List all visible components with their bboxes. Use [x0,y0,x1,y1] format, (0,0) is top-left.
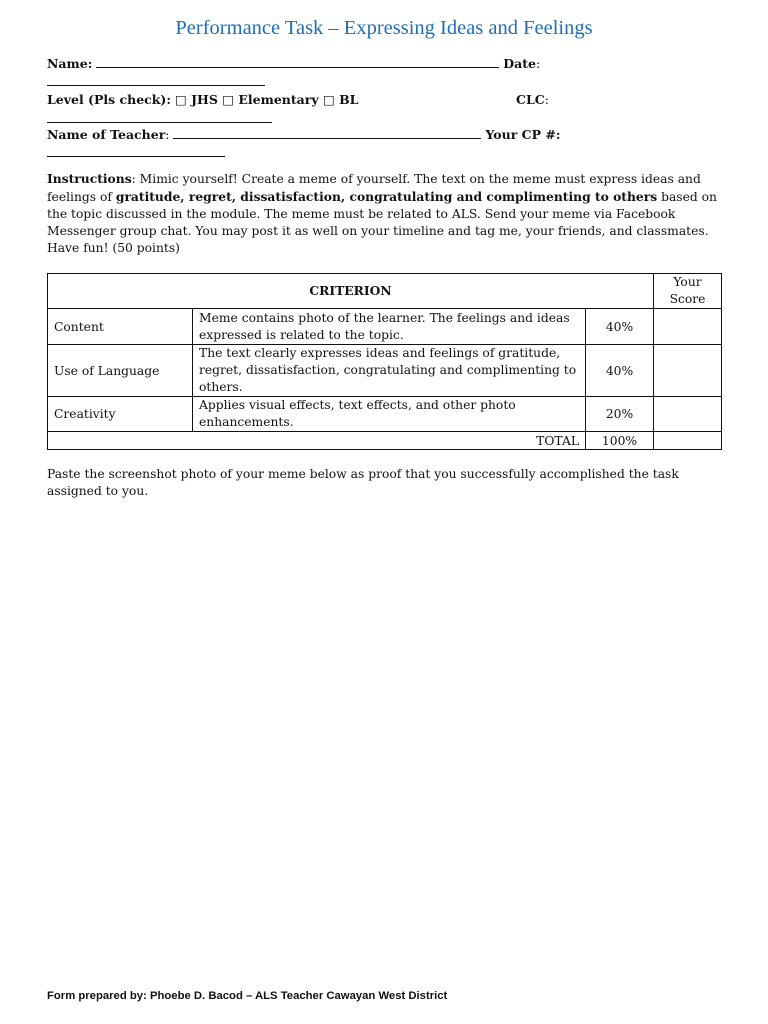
name-label: Name: [47,56,93,71]
date-blank[interactable] [47,85,265,86]
table-row [48,397,722,432]
paste-note: Paste the screenshot photo of your meme below as proof that you successfully accomplished the task assigned to you. [47,467,679,498]
criterion-description: Applies visual effects, text effects, and other photo enhancements. [193,397,586,432]
criterion-description: Meme contains photo of the learner. The feelings and ideas expressed is related to the topic. [193,309,586,345]
clc-row [516,92,549,108]
criterion-weight: 40% [586,345,654,397]
teacher-row [47,126,560,143]
level-options[interactable]: □ JHS □ Elementary □ BL [174,92,359,107]
criterion-weight: 20% [586,397,654,432]
instructions-intro: : Mimic yourself! Create a meme of yourself. The text on the meme must express ideas and feelings of [47,172,701,204]
criterion-name: Use of Language [48,345,193,397]
date-label: Date [503,56,536,71]
table-row [48,309,722,345]
total-weight: 100% [586,432,654,450]
score-cell[interactable] [654,345,722,397]
page-title: Performance Task – Expressing Ideas and Feelings [175,17,593,39]
instructions-rest: based on the topic discussed in the module. The meme must be related to ALS. Send your meme via Facebook Messenger group chat. You may post it as well on your timeline and tag me, your friends, and classmates. Have fun! (50 points) [47,190,717,255]
score-header: Your Score [654,274,722,309]
rubric-header-row [48,274,722,309]
rubric-table [47,273,722,450]
total-row [48,432,722,450]
score-cell[interactable] [654,397,722,432]
criterion-name: Content [48,309,193,345]
clc-colon: : [544,92,549,107]
instructions-paragraph [47,170,727,257]
criterion-name: Creativity [48,397,193,432]
form-footer: Form prepared by: Phoebe D. Bacod – ALS Teacher Cawayan West District [47,990,448,1002]
criterion-header: CRITERION [48,274,654,309]
clc-label: CLC [516,92,545,107]
teacher-colon: : [165,127,170,142]
instructions-label: Instructions [47,171,132,186]
total-label: TOTAL [48,432,586,450]
table-row [48,345,722,397]
criterion-weight: 40% [586,309,654,345]
score-cell[interactable] [654,309,722,345]
cp-blank[interactable] [47,156,225,157]
name-blank[interactable] [96,55,499,68]
criterion-description: The text clearly expresses ideas and feelings of gratitude, regret, dissatisfaction, congratulating and complimenting to others. [193,345,586,397]
teacher-label: Name of Teacher [47,127,166,142]
level-row [47,92,358,108]
level-label: Level (Pls check): [47,92,171,107]
teacher-blank[interactable] [173,126,481,139]
name-date-row [47,55,540,72]
instructions-emphasis: gratitude, regret, dissatisfaction, congratulating and complimenting to others [115,189,658,204]
cp-label: Your CP #: [485,127,561,142]
total-score-cell[interactable] [654,432,722,450]
clc-blank[interactable] [47,122,272,123]
date-colon: : [535,56,541,71]
